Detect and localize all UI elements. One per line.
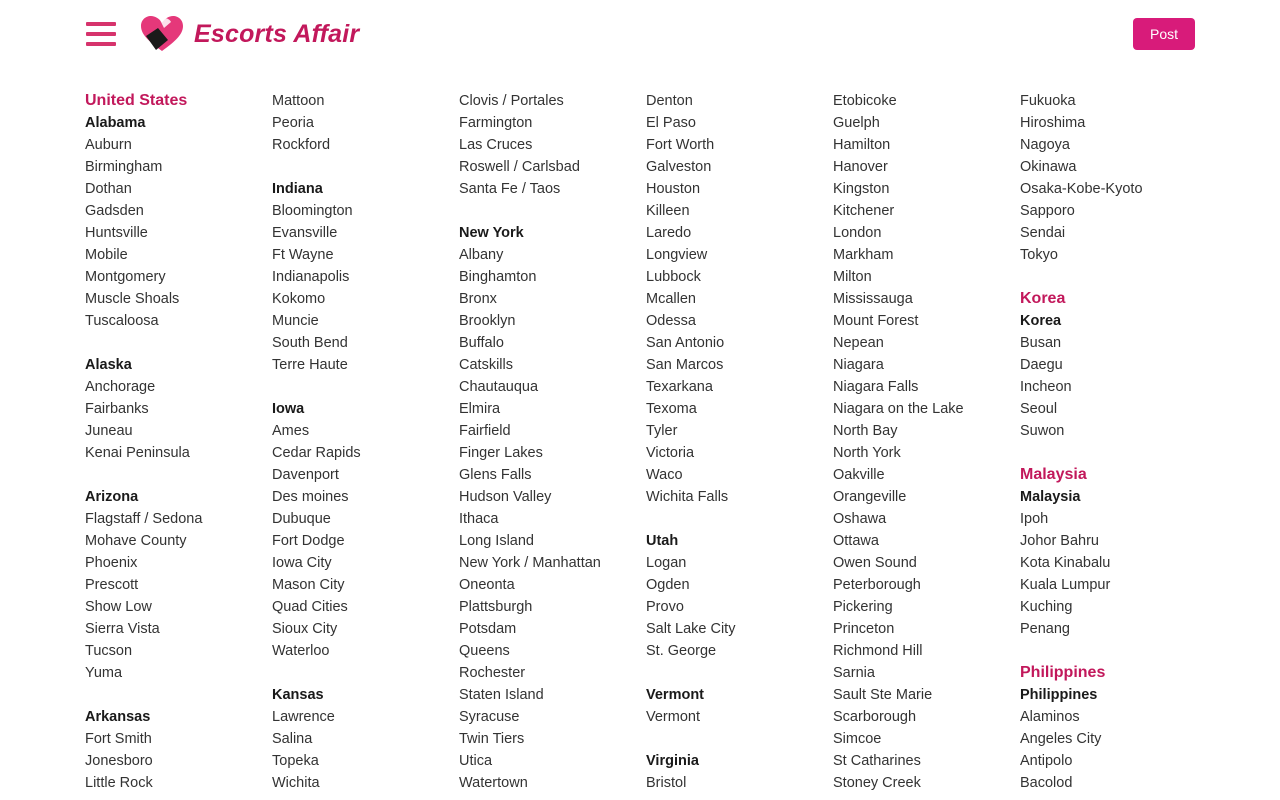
city-link[interactable]: Laredo xyxy=(646,225,692,241)
city-link[interactable]: Hiroshima xyxy=(1020,115,1086,131)
city-link[interactable]: Muncie xyxy=(272,313,319,329)
state-heading[interactable]: Arizona xyxy=(85,489,139,505)
city-link[interactable]: Sarnia xyxy=(833,665,875,681)
city-link[interactable]: Santa Fe / Taos xyxy=(459,181,561,197)
city-link[interactable]: Davenport xyxy=(272,467,339,483)
city-link[interactable]: Houston xyxy=(646,181,701,197)
city-link[interactable]: Markham xyxy=(833,247,894,263)
city-link[interactable]: Hudson Valley xyxy=(459,489,552,505)
city-link[interactable]: Waco xyxy=(646,467,683,483)
city-link[interactable]: Lubbock xyxy=(646,269,701,285)
city-link[interactable]: Watertown xyxy=(459,775,528,791)
city-link[interactable]: Bristol xyxy=(646,775,687,791)
city-link[interactable]: North York xyxy=(833,445,901,461)
city-link[interactable]: Long Island xyxy=(459,533,534,549)
column-spacer xyxy=(272,376,459,398)
city-link[interactable]: Salina xyxy=(272,731,313,747)
city-link[interactable]: Alaminos xyxy=(1020,709,1080,725)
city-link[interactable]: Ithaca xyxy=(459,511,499,527)
site-header xyxy=(0,0,1280,68)
city-link[interactable]: Finger Lakes xyxy=(459,445,543,461)
city-link[interactable]: Buffalo xyxy=(459,335,504,351)
city-link[interactable]: Owen Sound xyxy=(833,555,917,571)
city-link[interactable]: Prescott xyxy=(85,577,139,593)
city-link[interactable]: Killeen xyxy=(646,203,690,219)
city-link[interactable]: London xyxy=(833,225,882,241)
country-heading[interactable]: United States xyxy=(85,92,188,109)
country-heading[interactable]: Malaysia xyxy=(1020,466,1087,483)
state-heading[interactable]: Vermont xyxy=(646,687,705,703)
city-link[interactable]: Peoria xyxy=(272,115,314,131)
city-link[interactable]: Mobile xyxy=(85,247,128,263)
state-heading[interactable]: Virginia xyxy=(646,753,699,769)
city-link[interactable]: Waterloo xyxy=(272,643,330,659)
city-link[interactable]: Tyler xyxy=(646,423,678,439)
city-link[interactable]: Potsdam xyxy=(459,621,517,637)
column-spacer xyxy=(459,200,646,222)
city-link[interactable]: Milton xyxy=(833,269,872,285)
city-link[interactable]: Niagara xyxy=(833,357,884,373)
city-link[interactable]: Queens xyxy=(459,643,510,659)
city-link[interactable]: Iowa City xyxy=(272,555,332,571)
city-link[interactable]: Quad Cities xyxy=(272,599,348,615)
location-directory xyxy=(0,90,1280,794)
city-link[interactable]: Twin Tiers xyxy=(459,731,525,747)
city-link[interactable]: Jonesboro xyxy=(85,753,153,769)
directory-column xyxy=(833,90,1020,794)
city-link[interactable]: St Catharines xyxy=(833,753,921,769)
city-link[interactable]: Osaka-Kobe-Kyoto xyxy=(1020,181,1143,197)
city-link[interactable]: Montgomery xyxy=(85,269,166,285)
city-link[interactable]: Yuma xyxy=(85,665,123,681)
city-link[interactable]: Elmira xyxy=(459,401,501,417)
city-link[interactable]: Penang xyxy=(1020,621,1070,637)
city-link[interactable]: Terre Haute xyxy=(272,357,348,373)
city-link[interactable]: Hanover xyxy=(833,159,888,175)
state-heading[interactable]: Indiana xyxy=(272,181,323,197)
city-link[interactable]: Mcallen xyxy=(646,291,696,307)
city-link[interactable]: Roswell / Carlsbad xyxy=(459,159,580,175)
column-spacer xyxy=(85,464,272,486)
site-logo[interactable] xyxy=(138,14,359,54)
city-link[interactable]: Tokyo xyxy=(1020,247,1058,263)
city-link[interactable]: Phoenix xyxy=(85,555,138,571)
city-link[interactable]: Incheon xyxy=(1020,379,1072,395)
state-heading[interactable]: Utah xyxy=(646,533,679,549)
hamburger-menu-icon[interactable] xyxy=(86,22,116,46)
city-link[interactable]: Peterborough xyxy=(833,577,921,593)
column-spacer xyxy=(1020,266,1207,288)
city-link[interactable]: Flagstaff / Sedona xyxy=(85,511,203,527)
city-link[interactable]: Chautauqua xyxy=(459,379,539,395)
column-spacer xyxy=(272,662,459,684)
city-link[interactable]: Dubuque xyxy=(272,511,331,527)
city-link[interactable]: Tucson xyxy=(85,643,133,659)
city-link[interactable]: Brooklyn xyxy=(459,313,516,329)
city-link[interactable]: Logan xyxy=(646,555,687,571)
city-link[interactable]: South Bend xyxy=(272,335,348,351)
brand-name: Escorts Affair xyxy=(194,19,360,48)
city-link[interactable]: Nepean xyxy=(833,335,884,351)
city-link[interactable]: Catskills xyxy=(459,357,513,373)
city-link[interactable]: Vermont xyxy=(646,709,700,725)
city-link[interactable]: Sapporo xyxy=(1020,203,1075,219)
city-link[interactable]: Birmingham xyxy=(85,159,163,175)
city-link[interactable]: Anchorage xyxy=(85,379,156,395)
city-link[interactable]: Show Low xyxy=(85,599,152,615)
city-link[interactable]: Fukuoka xyxy=(1020,93,1076,109)
city-link[interactable]: Daegu xyxy=(1020,357,1063,373)
city-link[interactable]: Princeton xyxy=(833,621,895,637)
city-link[interactable]: Fairfield xyxy=(459,423,511,439)
city-link[interactable]: Indianapolis xyxy=(272,269,350,285)
city-link[interactable]: Scarborough xyxy=(833,709,917,725)
column-spacer xyxy=(272,156,459,178)
city-link[interactable]: Kitchener xyxy=(833,203,895,219)
state-heading[interactable]: New York xyxy=(459,225,524,241)
city-link[interactable]: Oshawa xyxy=(833,511,887,527)
state-heading[interactable]: Philippines xyxy=(1020,687,1098,703)
city-link[interactable]: Simcoe xyxy=(833,731,882,747)
city-link[interactable]: St. George xyxy=(646,643,717,659)
city-link[interactable]: Wichita Falls xyxy=(646,489,729,505)
state-heading[interactable]: Kansas xyxy=(272,687,324,703)
city-link[interactable]: Fairbanks xyxy=(85,401,149,417)
city-link[interactable]: Mohave County xyxy=(85,533,187,549)
city-link[interactable]: Kota Kinabalu xyxy=(1020,555,1111,571)
city-link[interactable]: Guelph xyxy=(833,115,880,131)
directory-column xyxy=(272,90,459,794)
city-link[interactable]: Niagara Falls xyxy=(833,379,919,395)
city-link[interactable]: Odessa xyxy=(646,313,696,329)
city-link[interactable]: Gadsden xyxy=(85,203,144,219)
city-link[interactable]: Fort Dodge xyxy=(272,533,345,549)
city-link[interactable]: Galveston xyxy=(646,159,712,175)
column-spacer xyxy=(646,662,833,684)
city-link[interactable]: Oneonta xyxy=(459,577,515,593)
city-link[interactable]: Longview xyxy=(646,247,708,263)
city-link[interactable]: Las Cruces xyxy=(459,137,533,153)
city-link[interactable]: San Marcos xyxy=(646,357,724,373)
city-link[interactable]: New York / Manhattan xyxy=(459,555,601,571)
city-link[interactable]: Rockford xyxy=(272,137,331,153)
city-link[interactable]: Farmington xyxy=(459,115,533,131)
city-link[interactable]: Staten Island xyxy=(459,687,544,703)
city-link[interactable]: Mount Forest xyxy=(833,313,919,329)
city-link[interactable]: Juneau xyxy=(85,423,133,439)
city-link[interactable]: Evansville xyxy=(272,225,338,241)
column-spacer xyxy=(1020,442,1207,464)
city-link[interactable]: Dothan xyxy=(85,181,132,197)
directory-column xyxy=(459,90,646,794)
state-heading[interactable]: Iowa xyxy=(272,401,305,417)
city-link[interactable]: Muscle Shoals xyxy=(85,291,180,307)
city-link[interactable]: Albany xyxy=(459,247,504,263)
city-link[interactable]: Etobicoke xyxy=(833,93,897,109)
directory-column xyxy=(85,90,272,794)
city-link[interactable]: Suwon xyxy=(1020,423,1065,439)
city-link[interactable]: Mississauga xyxy=(833,291,913,307)
city-link[interactable]: Bloomington xyxy=(272,203,353,219)
city-link[interactable]: Sendai xyxy=(1020,225,1066,241)
city-link[interactable]: Stoney Creek xyxy=(833,775,921,791)
city-link[interactable]: Sioux City xyxy=(272,621,338,637)
state-heading[interactable]: Alaska xyxy=(85,357,132,373)
city-link[interactable]: Mason City xyxy=(272,577,345,593)
city-link[interactable]: Johor Bahru xyxy=(1020,533,1099,549)
city-link[interactable]: Hamilton xyxy=(833,137,891,153)
city-link[interactable]: Lawrence xyxy=(272,709,335,725)
city-link[interactable]: Seoul xyxy=(1020,401,1058,417)
city-link[interactable]: Sault Ste Marie xyxy=(833,687,933,703)
city-link[interactable]: Kingston xyxy=(833,181,890,197)
city-link[interactable]: Fort Smith xyxy=(85,731,152,747)
column-spacer xyxy=(646,728,833,750)
city-link[interactable]: Little Rock xyxy=(85,775,153,791)
city-link[interactable]: Auburn xyxy=(85,137,132,153)
column-spacer xyxy=(85,332,272,354)
city-link[interactable]: Huntsville xyxy=(85,225,148,241)
city-link[interactable]: Salt Lake City xyxy=(646,621,736,637)
city-link[interactable]: Provo xyxy=(646,599,684,615)
city-link[interactable]: Ottawa xyxy=(833,533,879,549)
city-link[interactable]: Texarkana xyxy=(646,379,713,395)
state-heading[interactable]: Korea xyxy=(1020,313,1062,329)
city-link[interactable]: Ft Wayne xyxy=(272,247,334,263)
city-link[interactable]: Topeka xyxy=(272,753,319,769)
country-heading[interactable]: Korea xyxy=(1020,290,1066,307)
city-link[interactable]: Syracuse xyxy=(459,709,520,725)
city-link[interactable]: Busan xyxy=(1020,335,1062,351)
country-heading[interactable]: Philippines xyxy=(1020,664,1106,681)
city-link[interactable]: Kuching xyxy=(1020,599,1073,615)
city-link[interactable]: Ogden xyxy=(646,577,690,593)
directory-column xyxy=(646,90,833,794)
city-link[interactable]: Sierra Vista xyxy=(85,621,160,637)
city-link[interactable]: Niagara on the Lake xyxy=(833,401,964,417)
city-link[interactable]: Richmond Hill xyxy=(833,643,923,659)
state-heading[interactable]: Malaysia xyxy=(1020,489,1081,505)
city-link[interactable]: Kuala Lumpur xyxy=(1020,577,1111,593)
city-link[interactable]: Pickering xyxy=(833,599,893,615)
city-link[interactable]: Plattsburgh xyxy=(459,599,533,615)
city-link[interactable]: Rochester xyxy=(459,665,526,681)
city-link[interactable]: Angeles City xyxy=(1020,731,1102,747)
city-link[interactable]: Kokomo xyxy=(272,291,326,307)
city-link[interactable]: Des moines xyxy=(272,489,349,505)
city-link[interactable]: San Antonio xyxy=(646,335,725,351)
city-link[interactable]: Denton xyxy=(646,93,693,109)
city-link[interactable]: Cedar Rapids xyxy=(272,445,361,461)
city-link[interactable]: Binghamton xyxy=(459,269,537,285)
city-link[interactable]: Orangeville xyxy=(833,489,907,505)
city-link[interactable]: North Bay xyxy=(833,423,898,439)
city-link[interactable]: Texoma xyxy=(646,401,697,417)
city-link[interactable]: Nagoya xyxy=(1020,137,1070,153)
city-link[interactable]: Glens Falls xyxy=(459,467,532,483)
state-heading[interactable]: Arkansas xyxy=(85,709,151,725)
city-link[interactable]: Wichita xyxy=(272,775,320,791)
column-spacer xyxy=(85,684,272,706)
city-link[interactable]: Oakville xyxy=(833,467,885,483)
city-link[interactable]: Bacolod xyxy=(1020,775,1073,791)
city-link[interactable]: Clovis / Portales xyxy=(459,93,564,109)
column-spacer xyxy=(1020,640,1207,662)
heart-logo-icon xyxy=(138,14,186,54)
city-link[interactable]: Mattoon xyxy=(272,93,325,109)
city-link[interactable]: Bronx xyxy=(459,291,497,307)
city-link[interactable]: Tuscaloosa xyxy=(85,313,159,329)
directory-column xyxy=(1020,90,1207,794)
city-link[interactable]: Utica xyxy=(459,753,493,769)
city-link[interactable]: Ipoh xyxy=(1020,511,1049,527)
state-heading[interactable]: Alabama xyxy=(85,115,146,131)
city-link[interactable]: Ames xyxy=(272,423,310,439)
city-link[interactable]: Okinawa xyxy=(1020,159,1077,175)
city-link[interactable]: Victoria xyxy=(646,445,695,461)
column-spacer xyxy=(646,508,833,530)
city-link[interactable]: Kenai Peninsula xyxy=(85,445,190,461)
city-link[interactable]: Fort Worth xyxy=(646,137,715,153)
city-link[interactable]: Antipolo xyxy=(1020,753,1073,769)
city-link[interactable]: El Paso xyxy=(646,115,696,131)
post-button[interactable]: Post xyxy=(1133,18,1195,50)
